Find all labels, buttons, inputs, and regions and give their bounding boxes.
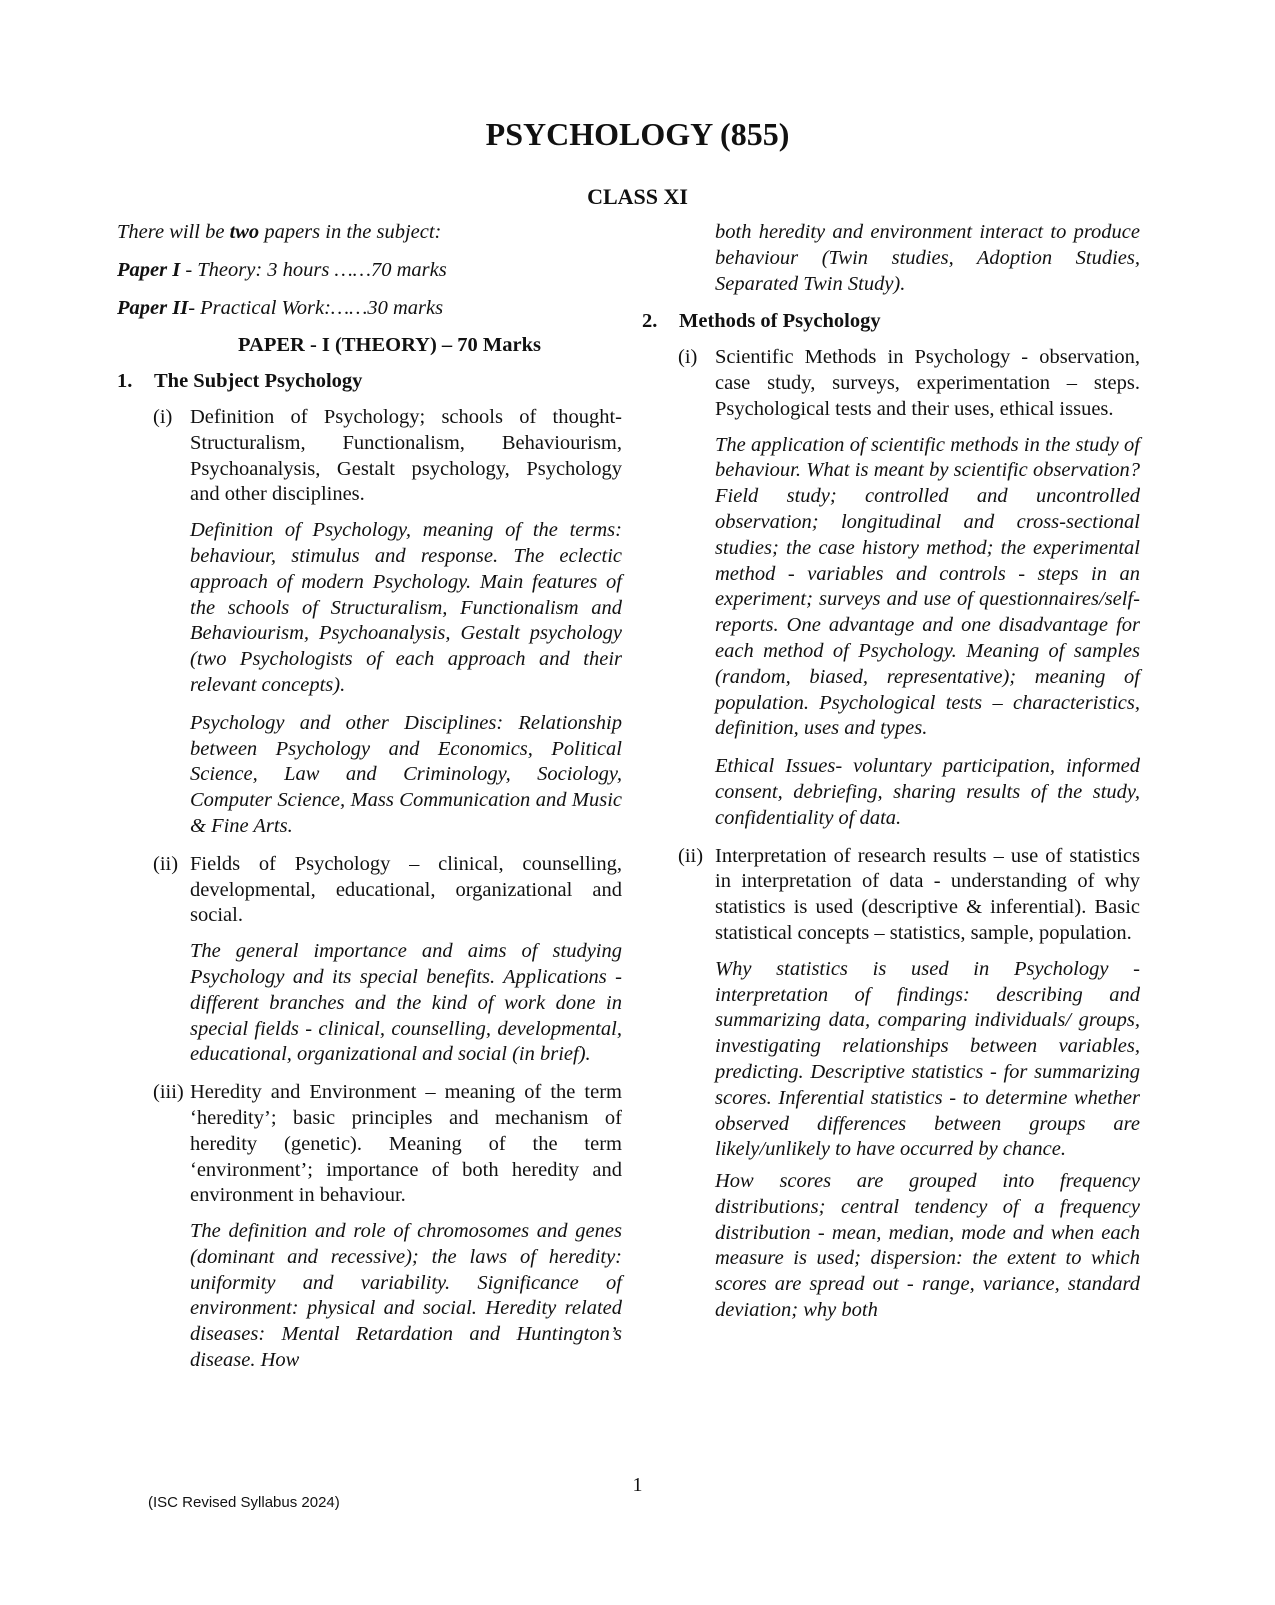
intro-bold-word: two xyxy=(229,221,260,243)
topic-detail: Why statistics is used in Psychology - interpretation of findings: describing and summarizing data, comparing individuals/ groups, investigating relationships between variables, predicting. Descriptive statistics - for summarizing scores. Inferential statistics - to determine whether observed differences between groups are likely/unlikely to have occurred by chance. xyxy=(715,957,1140,1161)
topic-text: Fields of Psychology – clinical, counselling, developmental, educational, organizational and social. xyxy=(190,852,622,927)
page-title: PSYCHOLOGY (855) xyxy=(485,116,790,152)
paper2-line: Paper II- Practical Work:……30 marks xyxy=(117,296,444,319)
topic-detail-continued: both heredity and environment interact to produce behaviour (Twin studies, Adoption Studies, Separated Twin Study). xyxy=(715,221,1140,295)
intro-block xyxy=(117,220,622,321)
unit-title: Methods of Psychology xyxy=(679,310,881,333)
topic-marker: (ii) xyxy=(153,852,179,875)
topic-detail: How scores are grouped into frequency distributions; central tendency of a frequency distribution - mean, median, mode and when each measure is used; dispersion: the extent to which scores are spread out - range, variance, standard deviation; why both xyxy=(715,1170,1140,1322)
topic-text: Interpretation of research results – use of statistics in interpretation of data - understanding of why statistics is used (descriptive & inferential). Basic statistical concepts – statistics, sample, population. xyxy=(715,844,1140,944)
topic-text: Heredity and Environment – meaning of the term ‘heredity’; basic principles and mechanism of heredity (genetic). Meaning of the term ‘environment’; importance of both heredity and environment in behaviour. xyxy=(190,1081,622,1207)
unit-title: The Subject Psychology xyxy=(154,370,363,393)
class-heading: CLASS XI xyxy=(587,184,688,209)
page-number: 1 xyxy=(632,1474,643,1496)
topic-detail: The general importance and aims of studying Psychology and its special benefits. Applications - different branches and the kind of work done in special fields - clinical, counselling, developmental, educational, organizational and social (in brief). xyxy=(190,940,622,1066)
topic-item xyxy=(153,405,622,508)
right-column xyxy=(642,220,1140,1336)
unit-number: 2. xyxy=(642,310,658,333)
paper1-label: Paper I xyxy=(117,258,181,281)
paper2-label: Paper II xyxy=(117,296,189,319)
topic-marker: (i) xyxy=(678,346,698,369)
topic-marker: (i) xyxy=(153,405,173,428)
topic-detail: Ethical Issues- voluntary participation, informed consent, debriefing, sharing results of the study, confidentiality of data. xyxy=(715,755,1140,829)
topic-detail: Definition of Psychology, meaning of the terms: behaviour, stimulus and response. The eclectic approach of modern Psychology. Main features of the schools of Structuralism, Functionalism and Behaviourism, Psychoanalysis, Gestalt psychology (two Psychologists of each approach and their relevant concepts). xyxy=(190,519,622,696)
topic-text: Definition of Psychology; schools of thought-Structuralism, Functionalism, Behaviourism, Psychoanalysis, Gestalt psychology, Psychology and other disciplines. xyxy=(190,405,622,506)
topic-detail: Psychology and other Disciplines: Relationship between Psychology and Economics, Political Science, Law and Criminology, Sociology, Computer Science, Mass Communication and Music & Fine Arts. xyxy=(190,711,622,837)
topic-item xyxy=(678,844,1140,947)
intro-line: There will be two papers in the subject: xyxy=(117,221,442,243)
left-column xyxy=(117,220,622,1386)
topic-item xyxy=(153,852,622,929)
footer-note: (ISC Revised Syllabus 2024) xyxy=(148,1494,340,1511)
topic-detail: The application of scientific methods in the study of behaviour. What is meant by scientific observation? Field study; controlled and uncontrolled observation; longitudinal and cross-sectional studies; the case history method; the experimental method - variables and controls - steps in an experiment; surveys and use of questionnaires/self-reports. One advantage and one disadvantage for each method of Psychology. Meaning of samples (random, biased, representative); meaning of population. Psychological tests – characteristics, definition, uses and types. xyxy=(715,433,1140,740)
unit-number: 1. xyxy=(117,370,133,393)
unit-heading xyxy=(117,369,622,395)
paper1-line: Paper I - Theory: 3 hours ……70 marks xyxy=(117,258,447,281)
unit-heading xyxy=(642,309,1140,335)
topic-marker: (iii) xyxy=(153,1081,184,1104)
paper-heading: PAPER - I (THEORY) – 70 Marks xyxy=(238,334,541,357)
topic-item xyxy=(678,345,1140,422)
topic-marker: (ii) xyxy=(678,844,704,867)
topic-detail: The definition and role of chromosomes and genes (dominant and recessive); the laws of heredity: uniformity and variability. Significance of environment: physical and social. Heredity related diseases: Mental Retardation and Huntington’s disease. How xyxy=(190,1220,622,1372)
topic-item xyxy=(153,1080,622,1209)
topic-text: Scientific Methods in Psychology - observation, case study, surveys, experimentation – steps. Psychological tests and their uses, ethical issues. xyxy=(715,346,1140,420)
